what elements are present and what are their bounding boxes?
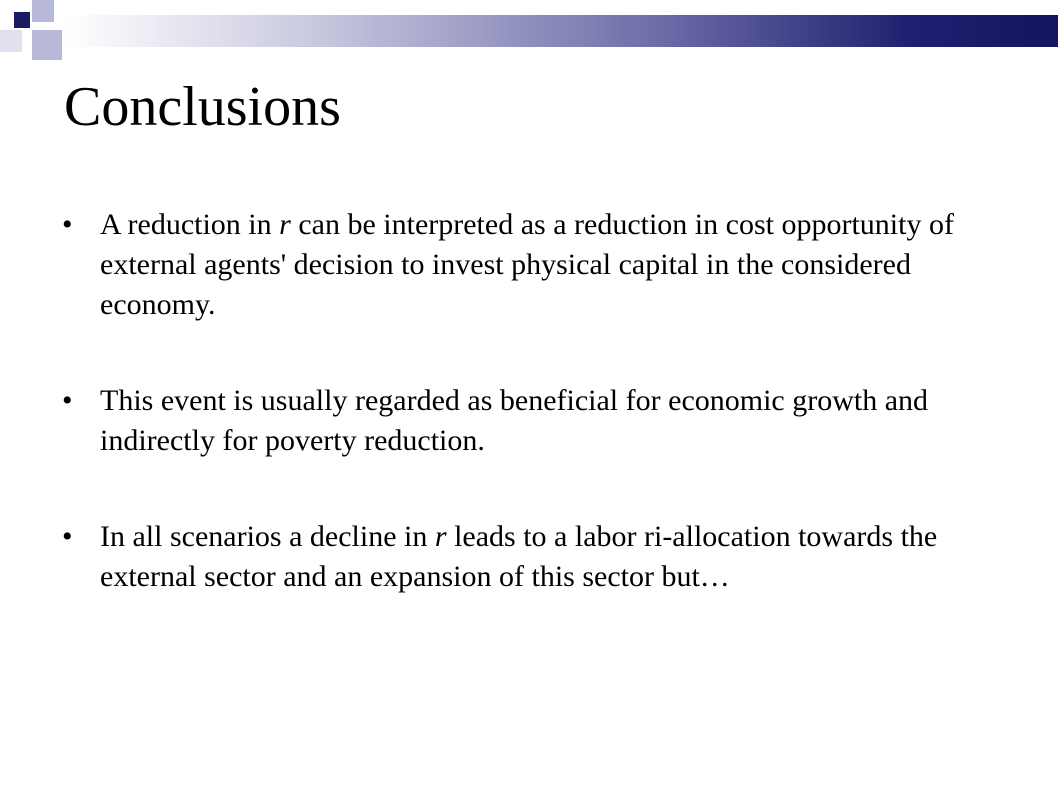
bullet-item [62,381,962,461]
bullet-list [62,205,962,653]
slide-title: Conclusions [64,76,341,138]
bullet-dot-icon: • [62,208,73,241]
bullet-text: A reduction in r can be interpreted as a reduction in cost opportunity of external agents' decision to invest physical capital in the considered economy. [100,208,954,321]
decor-square-pale [0,30,22,52]
bullet-item [62,205,962,325]
decor-square-light [32,0,54,22]
bullet-dot-icon: • [62,520,73,553]
bullet-text: In all scenarios a decline in r leads to a labor ri-allocation towards the external sector and an expansion of this sector but… [100,520,938,593]
bullet-dot-icon: • [62,384,73,417]
bullet-item [62,517,962,597]
header-gradient-bar [64,15,1058,47]
decor-square-lavender [32,30,62,60]
decor-square-navy [14,12,30,28]
bullet-text: This event is usually regarded as beneficial for economic growth and indirectly for poverty reduction. [100,384,929,457]
